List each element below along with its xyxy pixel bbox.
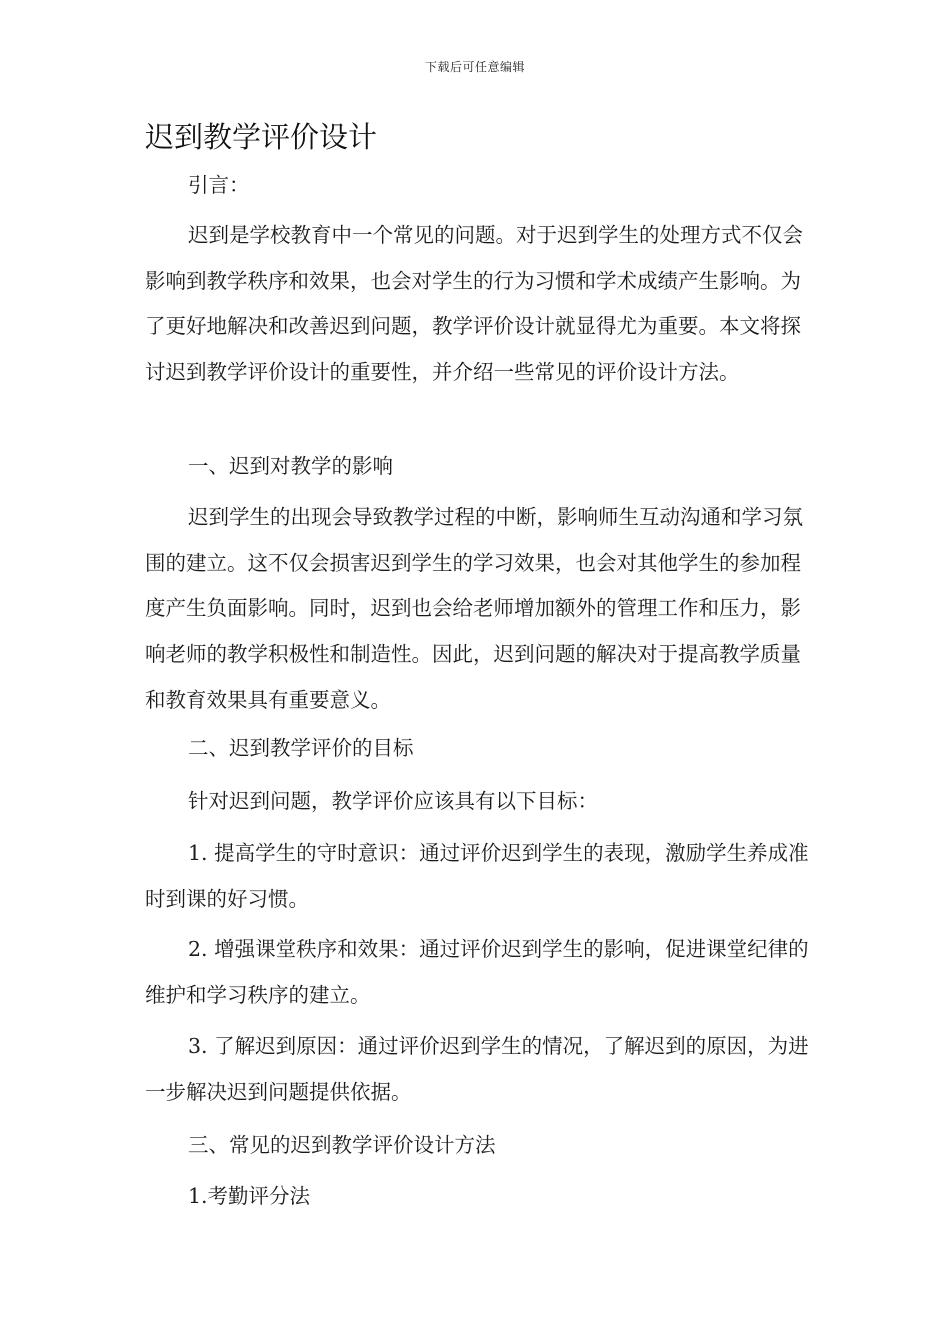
- goal-item-3: 3. 了解迟到原因：通过评价迟到学生的情况，了解迟到的原因，为进一步解决迟到问题提供依据。: [145, 1034, 809, 1104]
- document-title: 迟到教学评价设计: [145, 120, 378, 154]
- goal-item-1: 1. 提高学生的守时意识：通过评价迟到学生的表现，激励学生养成准时到课的好习惯。: [145, 841, 809, 911]
- section2-intro: 针对迟到问题，教学评价应该具有以下目标：: [188, 789, 598, 813]
- section1-heading: 一、迟到对教学的影响: [188, 454, 393, 478]
- header-note: 下载后可任意编辑: [424, 60, 525, 74]
- goal-item-2: 2. 增强课堂秩序和效果：通过评价迟到学生的影响，促进课堂纪律的维护和学习秩序的建立。: [145, 937, 809, 1007]
- intro-heading: 引言：: [188, 173, 250, 197]
- section2-heading: 二、迟到教学评价的目标: [188, 736, 414, 760]
- section1-paragraph: 迟到学生的出现会导致教学过程的中断，影响师生互动沟通和学习氛围的建立。这不仅会损害迟到学生的学习效果，也会对其他学生的参加程度产生负面影响。同时，迟到也会给老师增加额外的管理工作和压力，影响老师的教学积极性和制造性。因此，迟到问题的解决对于提高教学质量和教育效果具有重要意义。: [145, 505, 803, 712]
- method1-heading: 1.考勤评分法: [188, 1184, 311, 1208]
- section3-heading: 三、常见的迟到教学评价设计方法: [188, 1133, 496, 1157]
- intro-paragraph: 迟到是学校教育中一个常见的问题。对于迟到学生的处理方式不仅会影响到教学秩序和效果，也会对学生的行为习惯和学术成绩产生影响。为了更好地解决和改善迟到问题，教学评价设计就显得尤为重要。本文将探讨迟到教学评价设计的重要性，并介绍一些常见的评价设计方法。: [145, 223, 803, 385]
